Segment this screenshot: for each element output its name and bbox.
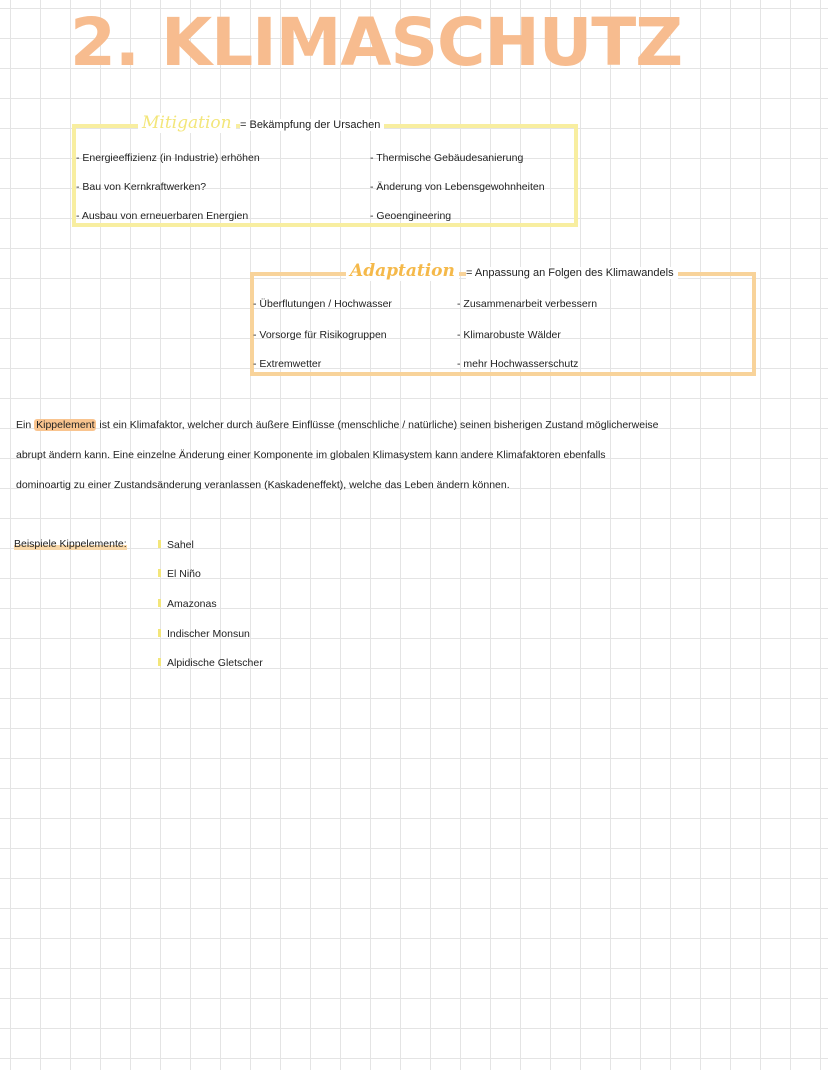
paragraph-line	[16, 419, 659, 431]
adaptation-item: - Extremwetter	[253, 358, 322, 370]
example-item: El Niño	[158, 568, 201, 580]
adaptation-item: - Zusammenarbeit verbessern	[457, 298, 598, 310]
adaptation-heading: Adaptation	[346, 261, 459, 281]
mitigation-item: - Geoengineering	[370, 210, 452, 222]
example-item: Amazonas	[158, 598, 217, 610]
example-item: Sahel	[158, 539, 194, 551]
mitigation-definition: = Bekämpfung der Ursachen	[240, 119, 384, 131]
adaptation-item: - Vorsorge für Risikogruppen	[253, 329, 387, 341]
mitigation-item: - Ausbau von erneuerbaren Energien	[76, 210, 249, 222]
kippelement-highlight: Kippelement	[36, 419, 95, 431]
mitigation-heading: Mitigation	[138, 113, 236, 133]
page-title: 2. KLIMASCHUTZ	[70, 4, 683, 81]
examples-label: Beispiele Kippelemente:	[14, 538, 127, 550]
adaptation-item: - Klimarobuste Wälder	[457, 329, 561, 341]
adaptation-item: - Überflutungen / Hochwasser	[253, 298, 392, 310]
mitigation-item: - Änderung von Lebensgewohnheiten	[370, 181, 545, 193]
example-item: Indischer Monsun	[158, 628, 250, 640]
mitigation-item: - Thermische Gebäudesanierung	[370, 152, 524, 164]
mitigation-item: - Energieeffizienz (in Industrie) erhöhen	[76, 152, 260, 164]
mitigation-item: - Bau von Kernkraftwerken?	[76, 181, 207, 193]
paragraph-line: dominoartig zu einer Zustandsänderung veranlassen (Kaskadeneffekt), welche das Leben ändern können.	[16, 479, 510, 491]
adaptation-item: - mehr Hochwasserschutz	[457, 358, 579, 370]
adaptation-definition: = Anpassung an Folgen des Klimawandels	[466, 267, 678, 279]
paragraph-prefix: Ein	[16, 419, 32, 431]
paragraph-text: ist ein Klimafaktor, welcher durch äußere Einflüsse (menschliche / natürliche) seinen bisherigen Zustand möglicherweise	[99, 419, 659, 431]
paragraph-line: abrupt ändern kann. Eine einzelne Änderung einer Komponente im globalen Klimasystem kann andere Klimafaktoren ebenfalls	[16, 449, 606, 461]
example-item: Alpidische Gletscher	[158, 657, 263, 669]
